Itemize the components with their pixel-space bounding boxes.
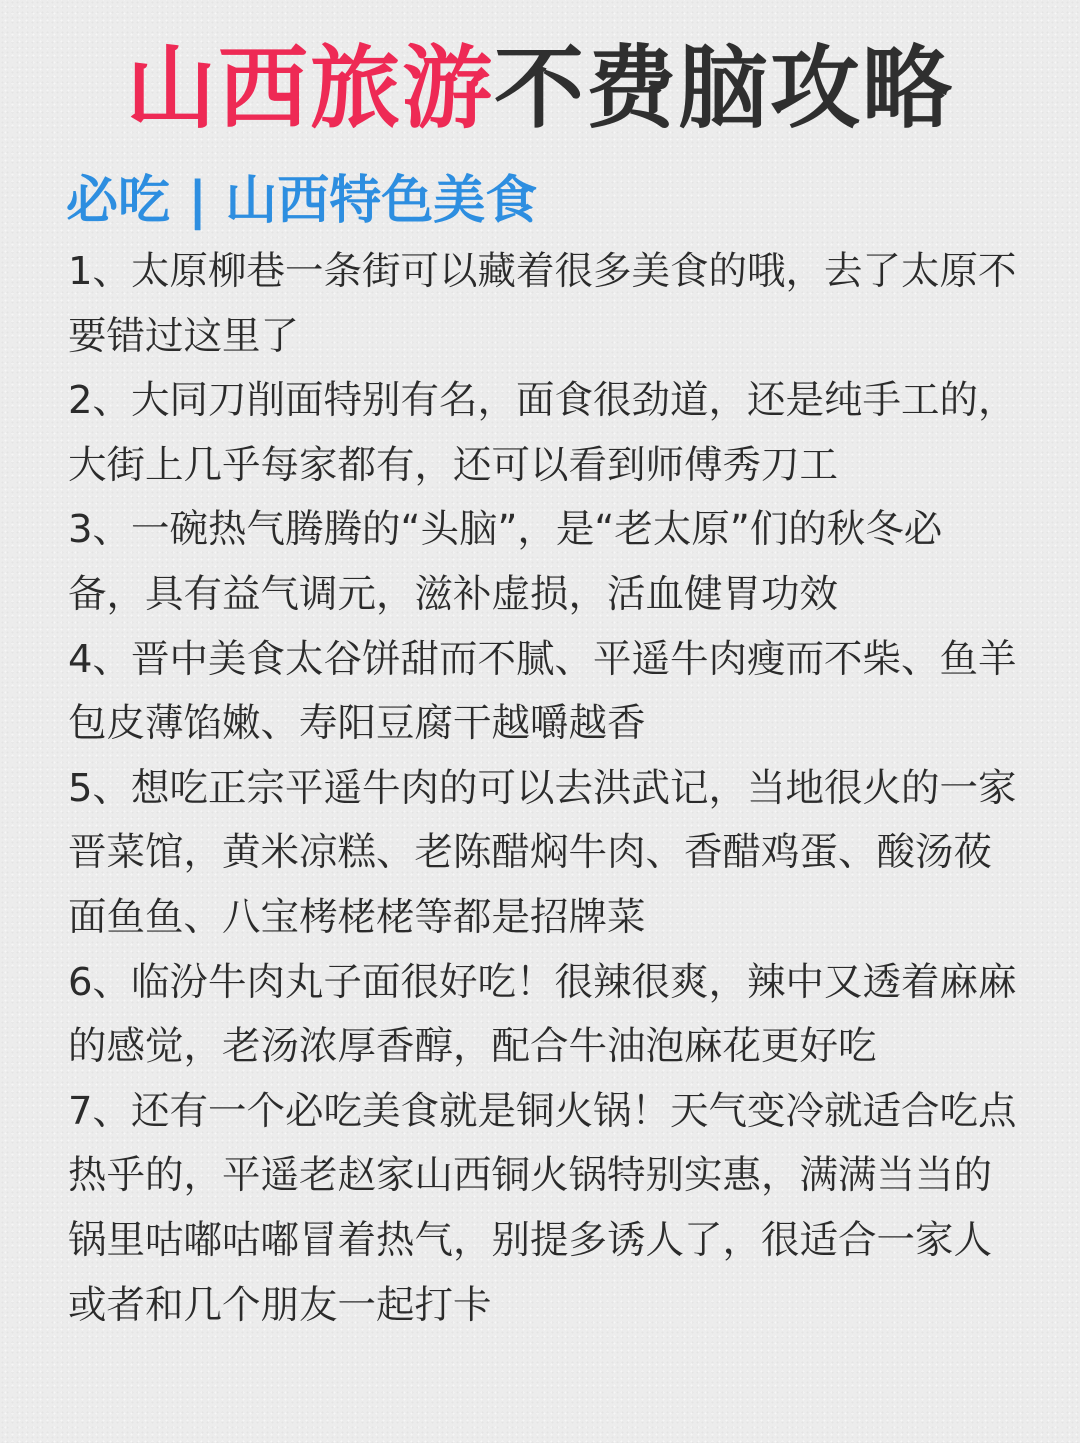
list-item: 1、太原柳巷一条街可以藏着很多美食的哦，去了太原不要错过这里了: [68, 249, 1017, 359]
list-item: 2、大同刀削面特别有名，面食很劲道，还是纯手工的，大街上几乎每家都有，还可以看到师傅秀刀工: [68, 378, 1017, 488]
list-item: 7、还有一个必吃美食就是铜火锅！天气变冷就适合吃点热乎的，平遥老赵家山西铜火锅特别实惠，满满当当的锅里咕嘟咕嘟冒着热气，别提多诱人了，很适合一家人或者和几个朋友一起打卡: [68, 1088, 1017, 1328]
page-title: [0, 34, 1080, 144]
section-heading: 必吃 | 山西特色美食: [66, 171, 538, 231]
title-highlight: 山西旅游: [126, 36, 494, 141]
list-item: 3、一碗热气腾腾的“头脑”，是“老太原”们的秋冬必备，具有益气调元，滋补虚损，活血健胃功效: [68, 507, 943, 617]
list-item: 6、临汾牛肉丸子面很好吃！很辣很爽，辣中又透着麻麻的感觉，老汤浓厚香醇，配合牛油泡麻花更好吃: [68, 959, 1017, 1070]
title-rest: 不费脑攻略: [494, 36, 954, 141]
list-item: 4、晋中美食太谷饼甜而不腻、平遥牛肉瘦而不柴、鱼羊包皮薄馅嫩、寿阳豆腐干越嚼越香: [68, 636, 1017, 747]
food-list: [68, 240, 1018, 1338]
list-item: 5、想吃正宗平遥牛肉的可以去洪武记，当地很火的一家晋菜馆，黄米凉糕、老陈醋焖牛肉、香醋鸡蛋、酸汤莜面鱼鱼、八宝栲栳栳等都是招牌菜: [68, 765, 1017, 940]
